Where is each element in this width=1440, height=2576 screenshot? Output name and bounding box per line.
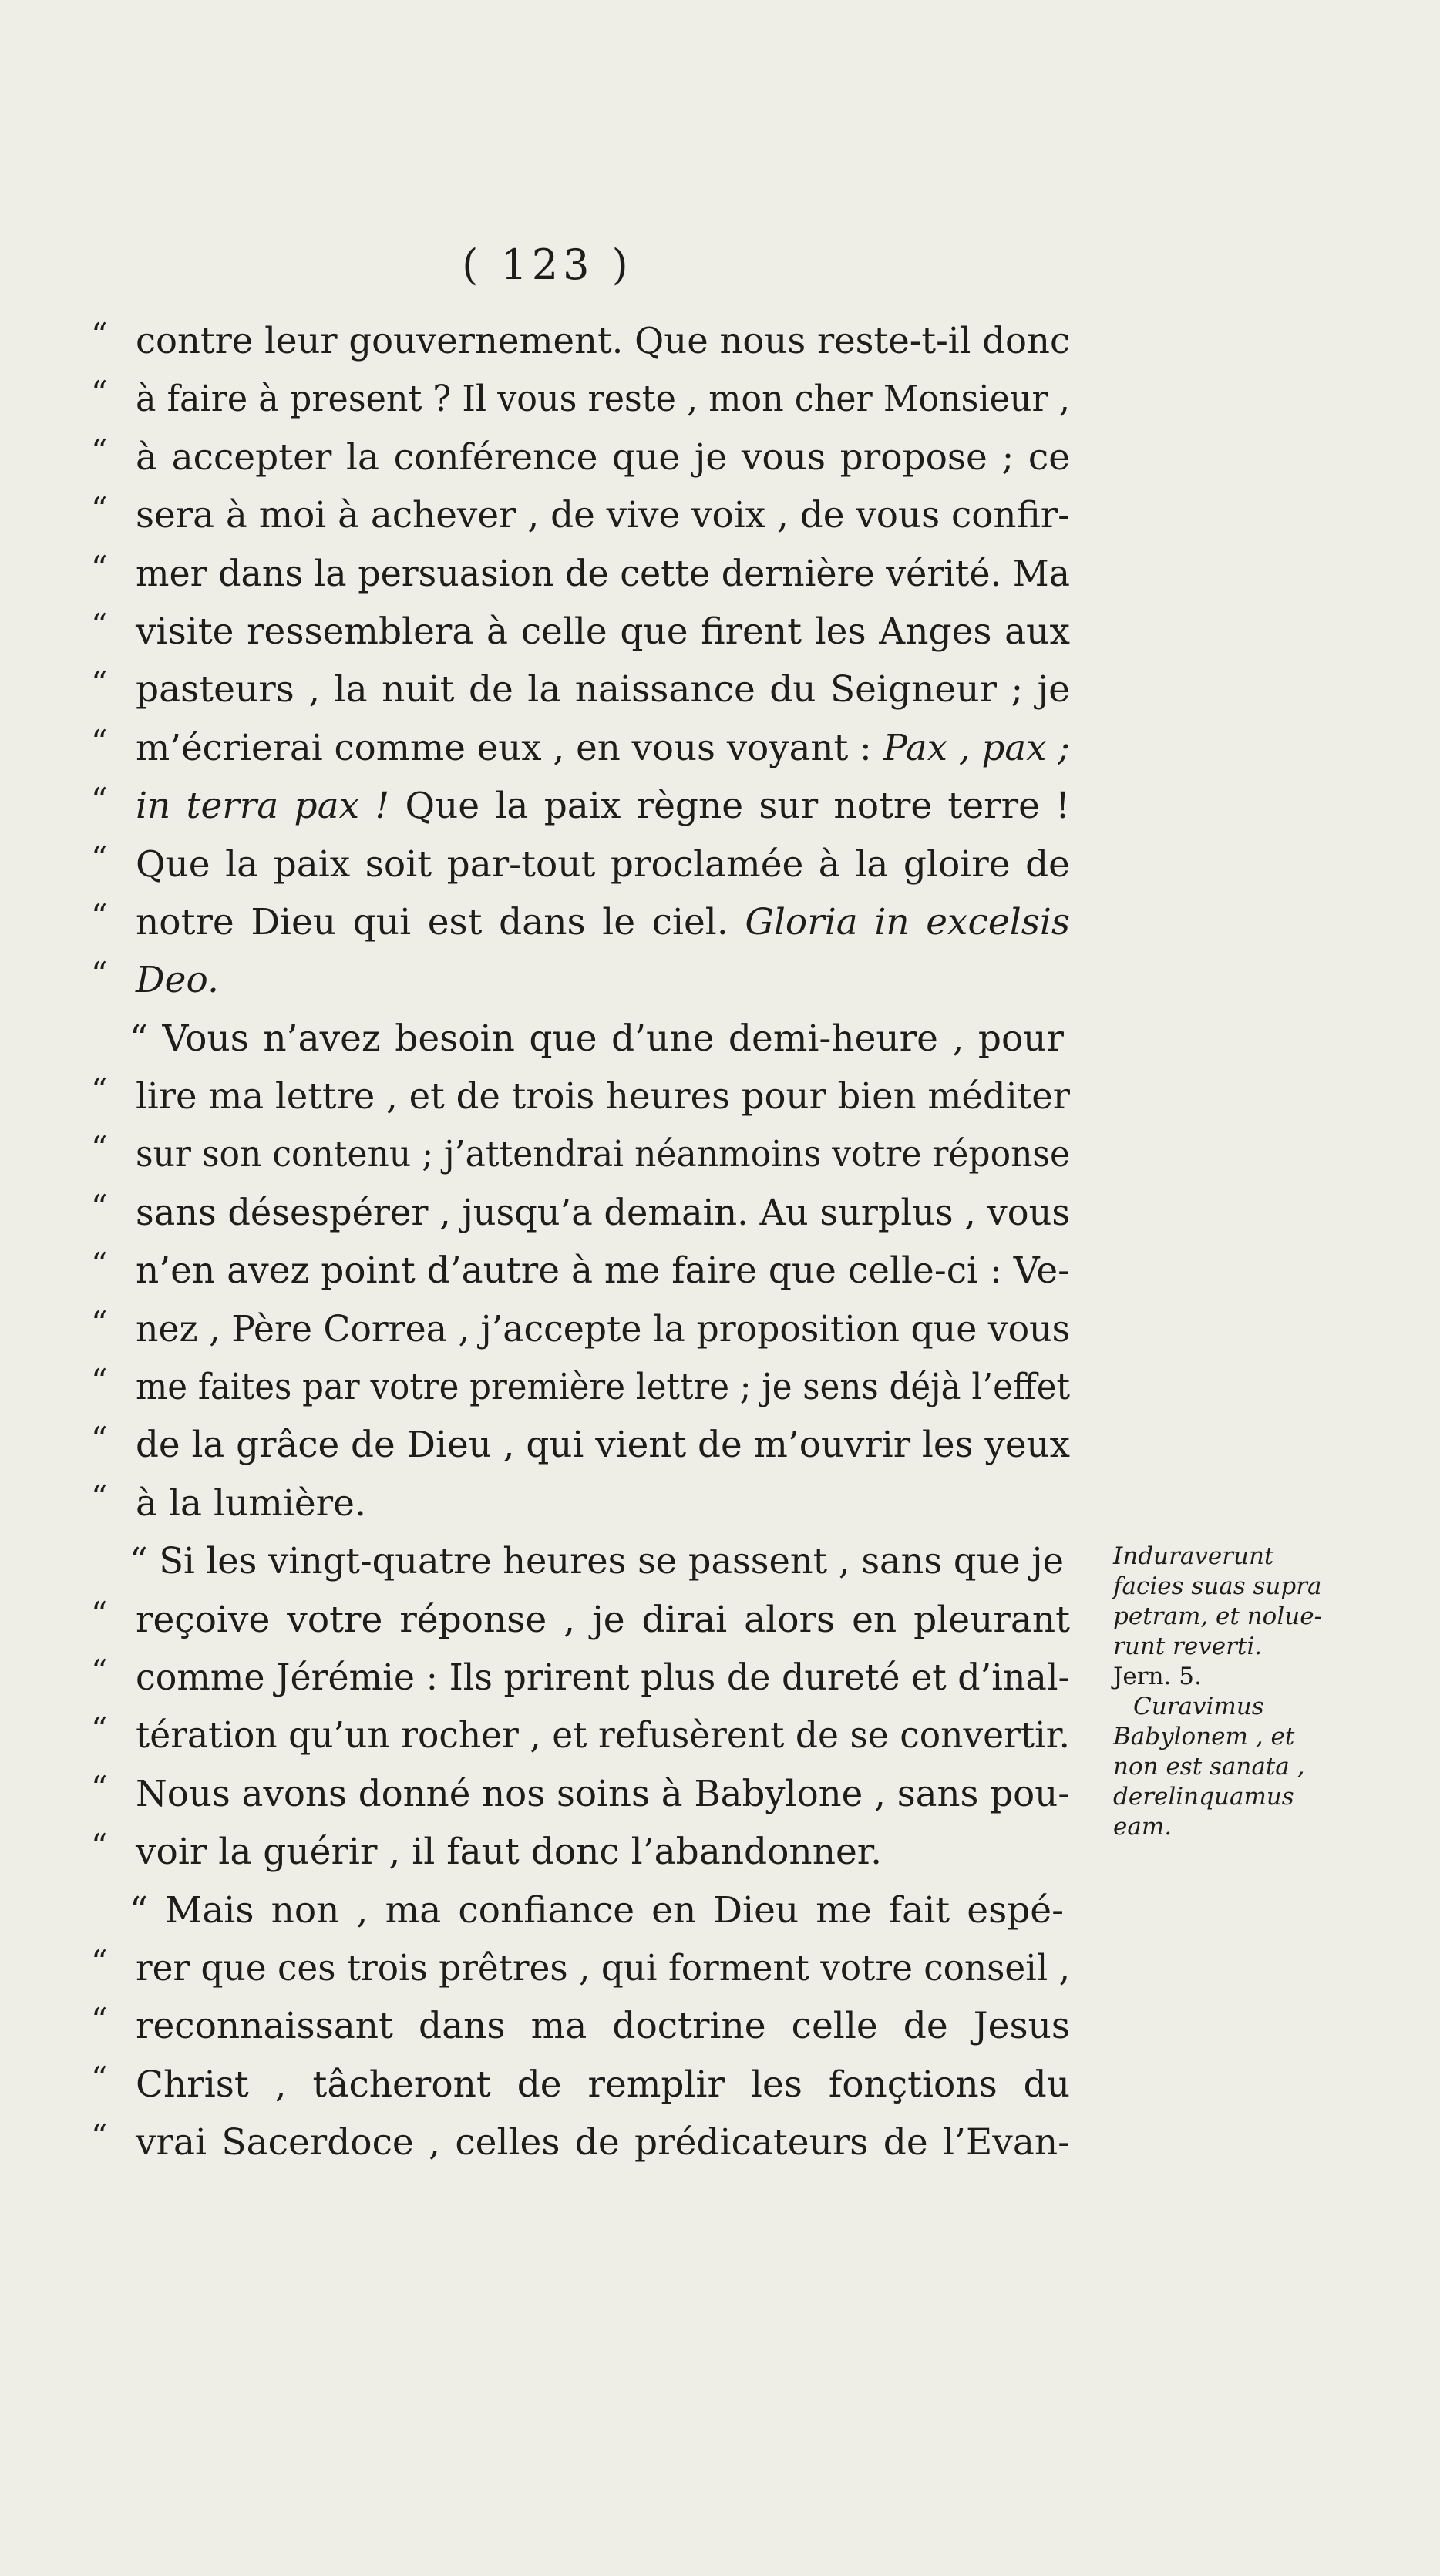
quote-mark: “ [91,1420,108,1458]
italic-text: Pax , pax ; [883,726,1071,769]
text-line [91,486,1078,544]
line-text [130,1882,1064,1939]
text-run: comme Jérémie : Ils prirent plus de dureté et d’inal- [136,1656,1070,1699]
text-run: nez , Père Correa , j’accepte la proposition que vous [136,1307,1071,1350]
line-text [130,1010,1064,1068]
quote-mark: “ [91,1942,108,1981]
line-text [136,1939,1070,1997]
line-text [136,1649,1070,1707]
margin-note-line: petram, et nolue- [1113,1602,1323,1630]
line-text [130,1532,1064,1590]
line-text [136,1765,1070,1823]
margin-note-line: Jern. 5. [1113,1663,1202,1690]
text-run: Nous avons donné nos soins à Babylone , sans pou- [136,1772,1071,1815]
quote-mark: “ [91,1594,108,1633]
text-line [91,1242,1078,1300]
text-run: sur son contenu ; j’attendrai néanmoins votre réponse [136,1133,1071,1176]
quote-mark: “ [91,896,108,935]
text-run: à accepter la conférence que je vous propose ; ce [136,435,1071,479]
text-line [91,1416,1078,1474]
line-text [136,2056,1070,2114]
text-line [91,777,1078,835]
line-text [136,719,1070,777]
text-run: Que la paix règne sur notre terre ! [389,785,1071,828]
text-run: me faites par votre première lettre ; je sens déjà l’effet [136,1366,1070,1409]
line-text [136,1823,882,1881]
text-run: visite ressemblera à celle que firent les Anges aux [136,610,1070,653]
text-run: pasteurs , la nuit de la naissance du Seigneur ; je [136,668,1071,711]
quote-mark: “ [91,722,108,761]
quote-mark: “ [91,1071,108,1110]
line-text [136,1475,366,1532]
text-run: reçoive votre réponse , je dirai alors en pleurant [136,1598,1071,1641]
text-run: lire ma lettre , et de trois heures pour bien méditer [136,1075,1070,1118]
text-line [91,1532,1078,1590]
line-text [136,312,1070,370]
text-run: contre leur gouvernement. Que nous reste-t-il donc [136,320,1070,362]
line-text [136,893,1070,951]
italic-text: Deo. [136,959,219,1002]
line-text [136,836,1070,893]
text-line [91,1649,1078,1707]
text-line [91,661,1078,718]
margin-note-line: eam. [1113,1813,1173,1841]
quote-mark: “ [91,2117,108,2156]
line-text [136,1416,1070,1474]
quote-mark: “ [91,1362,108,1401]
text-line [91,1997,1078,2055]
text-line [91,1184,1078,1242]
text-run: tération qu’un rocher , et refusèrent de se convertir. [136,1714,1070,1757]
margin-note-line: Induraverunt [1113,1542,1274,1570]
line-text [136,1125,1070,1183]
quote-mark: “ [91,2059,108,2097]
line-text [136,777,1070,835]
margin-note-line: non est sanata , [1113,1753,1305,1781]
line-text [136,1707,1070,1764]
quote-mark: “ [91,316,108,354]
italic-text: Gloria in excelsis [745,900,1070,943]
quote-mark: “ [91,1187,108,1226]
line-text [136,603,1070,661]
line-text [136,661,1070,718]
text-line [91,1765,1078,1823]
text-run: voir la guérir , il faut donc l’abandonner. [136,1831,883,1874]
margin-note [1113,1542,1368,1842]
line-text [136,1358,1070,1416]
text-run: sera à moi à achever , de vive voix , de vous confir- [136,494,1071,537]
text-line [91,2114,1078,2171]
text-run: mer dans la persuasion de cette dernière vérité. Ma [136,552,1071,595]
text-line [91,893,1078,951]
line-text [136,429,1070,486]
text-line [91,1475,1078,1532]
quote-mark: “ [91,548,108,587]
body-text [91,312,1078,2172]
text-run: à la lumière. [136,1481,366,1525]
text-line [91,1010,1078,1068]
line-text [136,1591,1070,1649]
text-run: de la grâce de Dieu , qui vient de m’ouvrir les yeux [136,1424,1070,1467]
text-line [91,1358,1078,1416]
text-line [91,1823,1078,1881]
line-text [136,951,219,1009]
margin-note-line: Babylonem , et [1113,1723,1295,1750]
line-text [136,1300,1070,1358]
text-run: m’écrierai comme eux , en vous voyant : [136,726,883,769]
quote-mark: “ [91,1827,108,1865]
text-run: rer que ces trois prêtres , qui forment votre conseil , [136,1946,1071,1989]
text-line [91,1591,1078,1649]
quote-mark: “ [91,839,108,877]
quote-mark: “ [91,1129,108,1168]
text-line [91,1939,1078,1997]
quote-mark: “ [91,1303,108,1342]
line-text [136,545,1070,603]
text-run: reconnaissant dans ma doctrine celle de Jesus [136,2005,1070,2048]
quote-mark: “ [91,490,108,529]
quote-mark: “ [91,374,108,412]
text-run: “ Vous n’avez besoin que d’une demi-heure , pour [130,1017,1065,1060]
quote-mark: “ [91,432,108,470]
line-text [136,1184,1070,1242]
margin-note-line: Curavimus [1133,1693,1264,1720]
text-run: Que la paix soit par-tout proclamée à la gloire de [136,842,1070,886]
text-line [91,312,1078,370]
quote-mark: “ [91,2001,108,2040]
text-line [91,1300,1078,1358]
italic-text: in terra pax ! [136,785,390,828]
text-line [91,2056,1078,2114]
line-text [136,1242,1070,1300]
quote-mark: “ [91,664,108,703]
text-line [91,719,1078,777]
quote-mark: “ [91,1768,108,1807]
text-run: notre Dieu qui est dans le ciel. [136,900,745,943]
text-run: n’en avez point d’autre à me faire que celle-ci : Ve- [136,1249,1071,1293]
text-line [91,1068,1078,1125]
text-run: “ Si les vingt-quatre heures se passent , sans que je [130,1540,1064,1583]
quote-mark: “ [91,606,108,644]
line-text [136,486,1070,544]
text-line [91,1125,1078,1183]
quote-mark: “ [91,1710,108,1749]
text-line [91,1707,1078,1764]
margin-note-line: derelinquamus [1113,1783,1294,1811]
margin-note-line: facies suas supra [1113,1572,1322,1600]
text-run: “ Mais non , ma confiance en Dieu me fait espé- [130,1888,1064,1932]
line-text [136,1997,1070,2055]
quote-mark: “ [91,1246,108,1284]
line-text [136,2114,1070,2171]
quote-mark: “ [91,1652,108,1690]
text-line [91,545,1078,603]
quote-mark: “ [91,1478,108,1516]
quote-mark: “ [91,955,108,994]
line-text [136,1068,1070,1125]
margin-note-line: runt reverti. [1113,1633,1263,1660]
text-line [91,836,1078,893]
text-run: Christ , tâcheront de remplir les fonçtions du [136,2063,1071,2106]
text-line [91,429,1078,486]
text-run: sans désespérer , jusqu’a demain. Au surplus , vous [136,1191,1071,1234]
text-line [91,951,1078,1009]
text-run: vrai Sacerdoce , celles de prédicateurs de l’Evan- [136,2121,1070,2164]
quote-mark: “ [91,781,108,819]
text-line [91,370,1078,428]
line-text [136,370,1070,428]
text-run: à faire à present ? Il vous reste , mon cher Monsieur , [136,378,1070,421]
page-number: ( 123 ) [462,240,633,289]
text-line [91,603,1078,661]
text-line [91,1882,1078,1939]
